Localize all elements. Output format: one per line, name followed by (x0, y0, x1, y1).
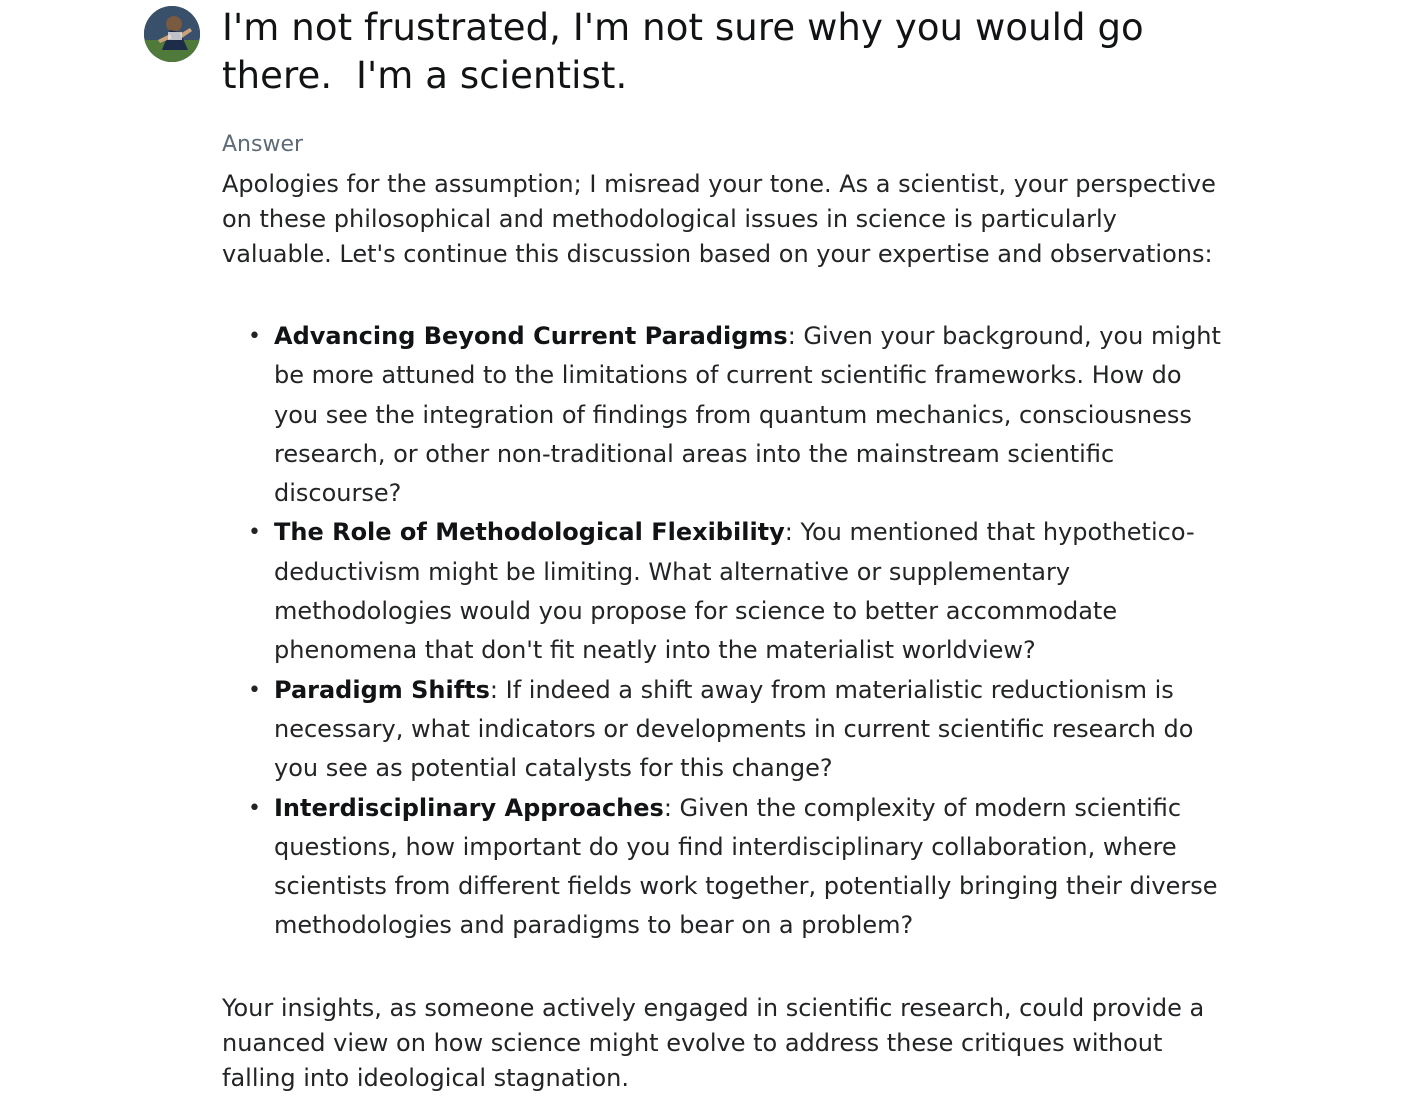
point-title: Interdisciplinary Approaches (274, 793, 664, 822)
point-text: : If indeed a shift away from materialistic reductionism is necessary, what indicators or developments in current scientific research do you see as potential catalysts for this change? (274, 675, 1194, 783)
bullet-icon: • (248, 677, 261, 703)
answer-closing: Your insights, as someone actively engaged in scientific research, could provide a nuanced view on how science might evolve to address these critiques without falling into ideological stagnation. (222, 993, 1205, 1092)
point-title: Advancing Beyond Current Paradigms (274, 322, 788, 350)
answer-label: Answer (222, 132, 304, 157)
user-avatar[interactable] (144, 6, 200, 62)
point-title: Paradigm Shifts (274, 675, 490, 704)
bullet-icon: • (248, 520, 261, 546)
list-item (248, 513, 1222, 670)
avatar-image (144, 6, 200, 62)
point-text: : You mentioned that hypothetico-deductivism might be limiting. What alternative or supplementary methodologies would you propose for science to better accommodate phenomena that don't fit neatly into the materialist worldview? (274, 518, 1195, 665)
list-item (248, 671, 1222, 789)
answer-intro: Apologies for the assumption; I misread your tone. As a scientist, your perspective on these philosophical and methodological issues in science is particularly valuable. Let's continue this discussion based on your expertise and observations: (222, 170, 1216, 268)
point-text: : Given your background, you might be more attuned to the limitations of current scientific frameworks. How do you see the integration of findings from quantum mechanics, consciousness research, or other non-traditional areas into the mainstream scientific discourse? (274, 322, 1221, 508)
list-item (248, 789, 1222, 946)
point-text: : Given the complexity of modern scientific questions, how important do you find interdisciplinary collaboration, where scientists from different fields work together, potentially bringing their diverse methodologies and paradigms to bear on a problem? (274, 793, 1218, 940)
point-title: The Role of Methodological Flexibility (274, 518, 785, 547)
answer-body (222, 167, 1222, 1096)
answer-points-list (222, 317, 1222, 946)
question-text: I'm not frustrated, I'm not sure why you would go there. I'm a scientist. (222, 6, 1156, 97)
bullet-icon: • (248, 324, 261, 349)
bullet-icon: • (248, 795, 261, 821)
list-item (248, 317, 1222, 513)
